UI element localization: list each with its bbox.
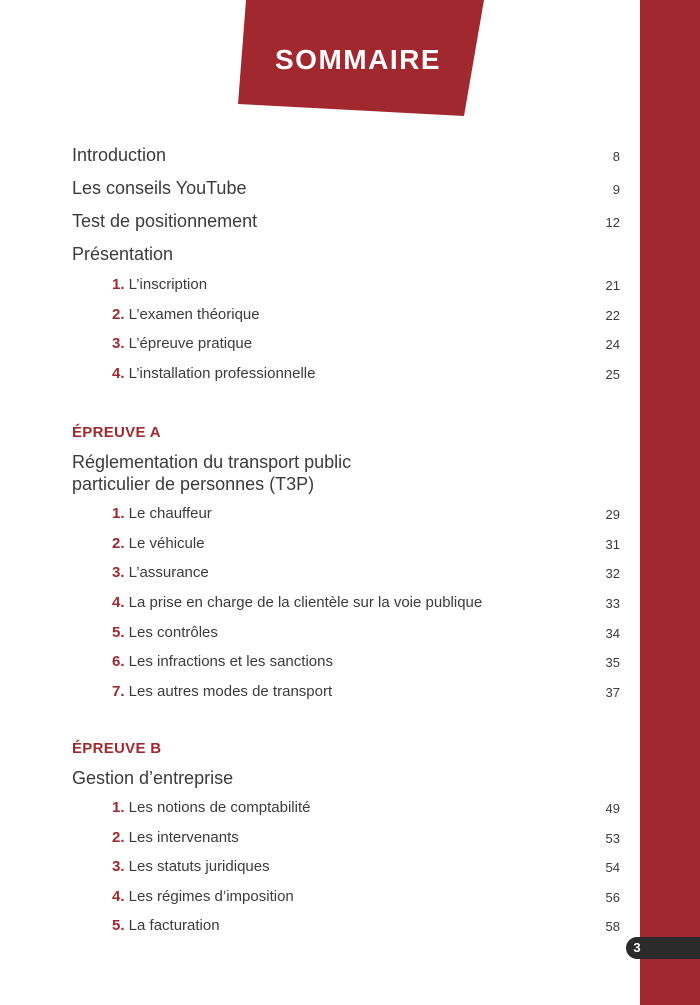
toc-subentry-number: 4. [112,594,125,611]
toc-entry-label: Test de positionnement [72,211,258,231]
toc-entry-label: Introduction [72,145,167,165]
toc-entry-page: 12 [605,215,620,230]
epreuve-a-heading-line1[interactable]: Réglementation du transport public [72,452,352,472]
toc-subentry-label: Les infractions et les sanctions [124,653,333,670]
toc-subentry-label: L’épreuve pratique [124,335,253,352]
toc-subentry-label: Les autres modes de transport [124,683,333,700]
toc-subentry-label: L’assurance [124,564,209,581]
toc-subentry-page: 56 [605,890,620,905]
toc-subentry-number: 3. [112,564,125,581]
toc-subentry-number: 4. [112,365,125,382]
toc-subentry-number: 1. [112,505,125,522]
epreuve-b-label: ÉPREUVE B [72,740,162,757]
toc-subentry-page: 35 [605,655,620,670]
toc-subentry-page: 22 [605,308,620,323]
toc-subentry-label: La facturation [124,917,220,934]
epreuve-a-label: ÉPREUVE A [72,424,161,441]
right-side-band [640,0,700,1005]
toc-entry-page: 9 [612,182,620,197]
toc-subentry-number: 4. [112,888,125,905]
toc-subentry-label: Les contrôles [124,624,218,641]
toc-subentry-page: 54 [605,860,620,875]
toc-subentry-number: 2. [112,535,125,552]
toc-subentry-label: Le véhicule [124,535,205,552]
toc-subentry-page: 37 [605,685,620,700]
toc-subentry-label: Les régimes d’imposition [124,888,294,905]
epreuve-b-heading[interactable]: Gestion d’entreprise [72,768,234,788]
epreuve-a-heading-line2[interactable]: particulier de personnes (T3P) [72,474,315,494]
page-title: SOMMAIRE [275,44,441,75]
toc-subentry-label: Le chauffeur [124,505,212,522]
page-number: 3 [633,940,641,955]
toc-subentry-label: La prise en charge de la clientèle sur la voie publique [124,594,483,611]
toc-subentry-page: 24 [605,337,620,352]
toc-subentry-page: 29 [605,507,620,522]
toc-subentry-label: L’examen théorique [124,306,260,323]
toc-subentry-number: 3. [112,858,125,875]
toc-entry-page: 8 [612,149,620,164]
toc-subentry-label: Les intervenants [124,829,239,846]
toc-subentry-page: 21 [605,278,620,293]
toc-subentry-label: L’inscription [124,276,208,293]
toc-subentry-label: L’installation professionnelle [124,365,316,382]
toc-subentry-label: Les statuts juridiques [124,858,270,875]
toc-subentry-page: 34 [605,626,620,641]
toc-subentry-number: 2. [112,829,125,846]
toc-subentry-page: 58 [605,919,620,934]
toc-subentry-label: Les notions de comptabilité [124,799,311,816]
toc-subentry-number: 5. [112,917,125,934]
toc-subentry-number: 1. [112,276,125,293]
toc-subentry-number: 5. [112,624,125,641]
toc-entry-label: Les conseils YouTube [72,178,247,198]
toc-subentry-number: 3. [112,335,125,352]
toc-subentry-page: 33 [605,596,620,611]
toc-subentry-page: 32 [605,566,620,581]
toc-entry-label: Présentation [72,244,174,264]
title-banner [0,0,700,120]
toc-subentry-number: 2. [112,306,125,323]
toc-subentry-page: 25 [605,367,620,382]
toc-subentry-page: 53 [605,831,620,846]
toc-subentry-number: 7. [112,683,125,700]
toc-subentry-page: 31 [605,537,620,552]
toc-subentry-number: 1. [112,799,125,816]
toc-subentry-number: 6. [112,653,125,670]
toc-subentry-page: 49 [605,801,620,816]
